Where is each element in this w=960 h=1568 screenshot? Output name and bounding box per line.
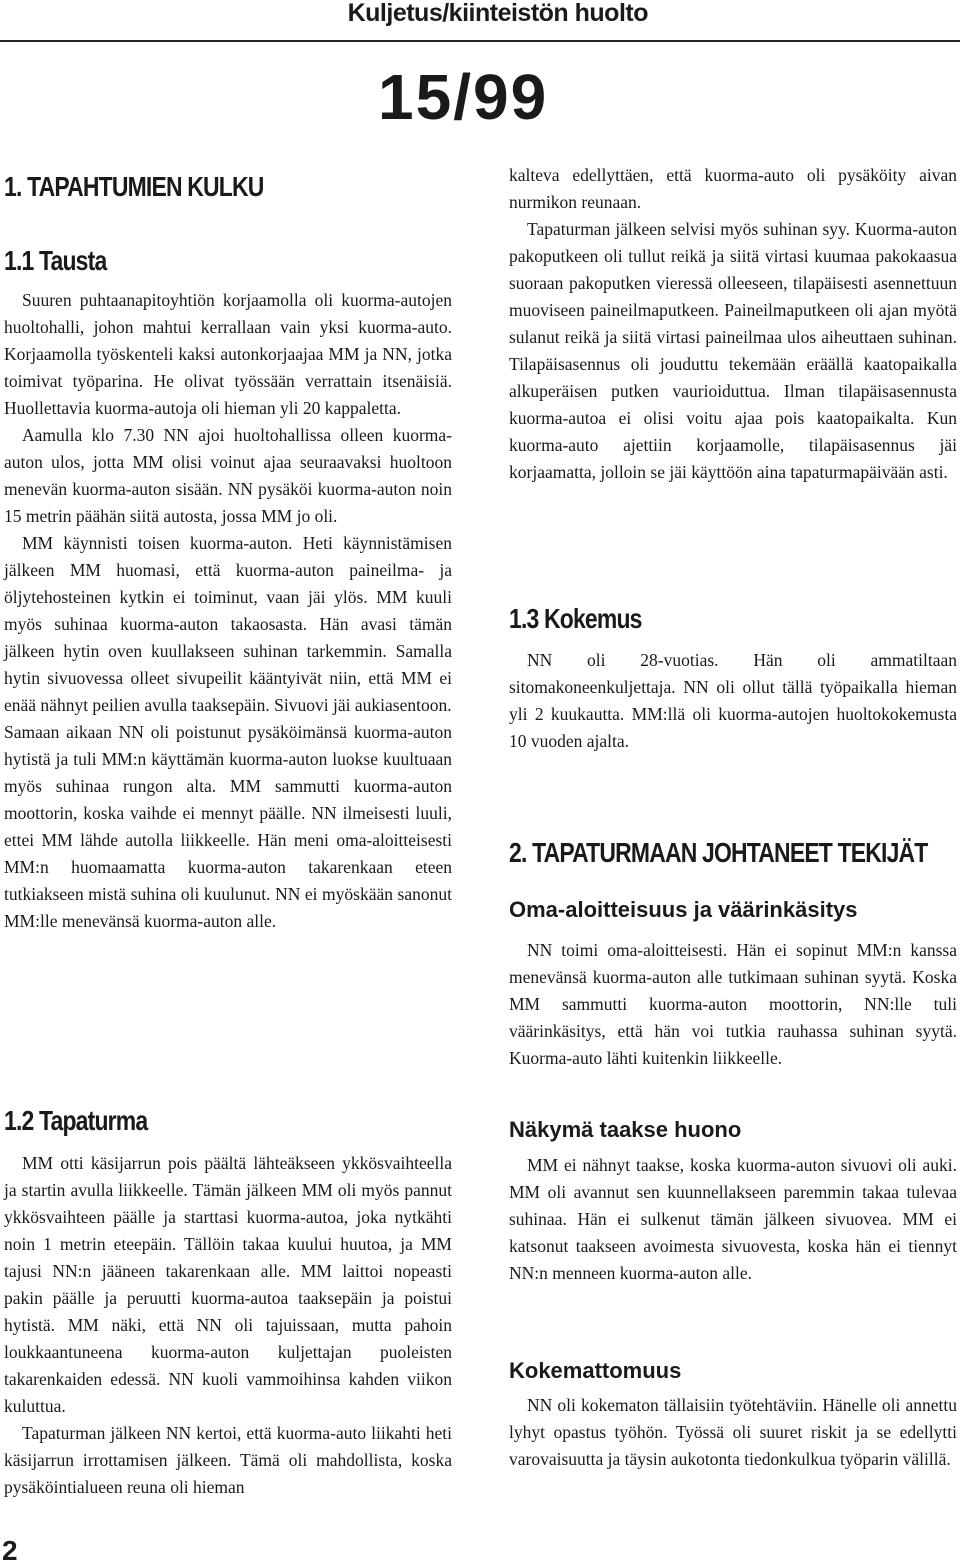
continuation-text (509, 162, 957, 486)
subheading-kokemattomuus: Kokemattomuus (509, 1358, 682, 1383)
tapaturma-text (4, 1150, 452, 1501)
oma-aloitteisuus-paragraph: NN toimi oma-aloitteisesti. Hän ei sopinut MM:n kanssa menevänsä kuorma-auton alle tutkimaan suhinan syytä. Koska MM sammutti kuorma-auton moottorin, NN:lle tuli väärinkäsitys, että hän voi tutkia rauhassa suhinan syytä. Kuorma-auto lähti kuitenkin liikkeelle. (509, 940, 957, 1068)
heading-tapaturma: 1.2 Tapaturma (4, 1105, 148, 1136)
subheading-nakyma-taakse: Näkymä taakse huono (509, 1117, 742, 1142)
tausta-paragraph: Suuren puhtaanapitoyhtiön korjaamolla oli kuorma-autojen huoltohalli, johon mahtui kerrallaan vain yksi kuorma-auto. Korjaamolla työskenteli kaksi autonkorjaajaa MM ja NN, jotka toimivat työparina. He olivat työssään verrattain itsenäisiä. Huollettavia kuorma-autoja oli hieman yli 20 kappaletta. (4, 290, 452, 418)
nakyma-taakse-text (509, 1152, 957, 1287)
tapaturma-paragraph: Tapaturman jälkeen NN kertoi, että kuorma-auto liikahti heti käsijarrun irrottamisen jälkeen. Tämä oli mahdollista, koska pysäköintialueen reuna oli hieman (4, 1423, 452, 1497)
continuation-paragraph: Tapaturman jälkeen selvisi myös suhinan syy. Kuorma-auton pakoputkeen oli tullut reikä ja siitä virtasi kuumaa pakokaasua suoraan pakoputken vieressä olleeseen, tilapäisesti asennettuun muoviseen paineilmaputkeen. Paineilmaputkeen oli ajan myötä sulanut reikä ja siitä virtasi paineilmaa ulos aiheuttaen suhinan. Tilapäisasennus oli jouduttu tekemään eräällä kaatopaikalla alkuperäisen putken vaurioiduttua. Ilman tilapäisasennusta kuorma-autoa ei olisi voitu ajaa pois kaatopaikalta. Kun kuorma-auto ajettiin korjaamolle, tilapäisasennus jäi korjaamatta, jolloin se jäi käyttöön aina tapaturmapäivään asti. (509, 219, 957, 482)
heading-tapahtumien-kulku: 1. TAPAHTUMIEN KULKU (4, 171, 264, 202)
page-number: 2 (2, 1535, 18, 1566)
header-rule (0, 40, 960, 42)
tausta-text (4, 287, 452, 935)
tausta-paragraph: Samaan aikaan NN oli poistunut pysäköimänsä kuorma-auton hytistä ja tuli MM:n käyttämän kuorma-auton luokse kuultuaan myös suhinaa rungon alta. MM sammutti kuorma-auton moottorin, koska vaihde ei mennyt päälle. NN ilmeisesti luuli, ettei MM lähde autolla liikkeelle. Hän meni oma-aloitteisesti MM:n huomaamatta kuorma-auton takarenkaan eteen tutkiakseen mistä suhina oli kuulunut. NN ei myöskään sanonut MM:lle menevänsä kuorma-auton alle. (4, 722, 452, 931)
section-title: Kuljetus/kiinteistön huolto (347, 0, 648, 27)
kokemus-text (509, 647, 957, 755)
kokemus-paragraph: NN oli 28-vuotias. Hän oli ammatiltaan sitomakoneenkuljettaja. NN oli ollut tällä työpaikalla hieman yli 2 kuukautta. MM:llä oli kuorma-autojen huoltokokemusta 10 vuoden ajalta. (509, 650, 957, 751)
tausta-paragraph: Aamulla klo 7.30 NN ajoi huoltohallissa olleen kuorma-auton ulos, jotta MM olisi voinut ajaa seuraavaksi huoltoon menevän kuorma-auton sisään. NN pysäköi kuorma-auton noin 15 metrin päähän siitä autosta, jossa MM jo oli. (4, 425, 452, 526)
heading-kokemus: 1.3 Kokemus (509, 603, 642, 634)
kokemattomuus-text (509, 1392, 957, 1473)
tapaturma-paragraph: MM otti käsijarrun pois päältä lähteäkseen ykkösvaihteella ja startin avulla liikkeelle. Tämän jälkeen MM oli myös pannut ykkösvaihteen päälle ja starttasi kuorma-autoa, joka nytkähti noin 1 metrin eteepäin. Tällöin takaa kuului huutoa, ja MM tajusi NN:n jääneen takarenkaan alle. MM laittoi nopeasti pakin päälle ja peruutti kuorma-autoa taaksepäin ja poistui hytistä. MM näki, että NN oli tajuissaan, mutta pahoin loukkaantuneena kuorma-auton kuljettajan puoleisten takarenkaiden edessä. NN kuoli vammoihinsa kahden viikon kuluttua. (4, 1153, 452, 1416)
subheading-oma-aloitteisuus: Oma-aloitteisuus ja väärinkäsitys (509, 897, 858, 922)
tausta-paragraph: MM käynnisti toisen kuorma-auton. Heti käynnistämisen jälkeen MM huomasi, että kuorma-auton paineilma- ja öljytehosteinen kytkin ei toiminut, vaan jäi ylös. MM kuuli myös suhinaa kuorma-auton takaosasta. Hän avasi tämän jälkeen hytin oven kuullakseen suhinan tarkemmin. Samalla hytin sivuovessa olleet sivupeilit kääntyivät niin, että MM ei enää nähnyt peilien avulla taaksepäin. Sivuovi jäi aukiasentoon. (4, 533, 452, 715)
issue-number: 15/99 (378, 61, 549, 133)
nakyma-taakse-paragraph: MM ei nähnyt taakse, koska kuorma-auton sivuovi oli auki. MM oli avannut sen kuunnellakseen paremmin takaa tulevaa suhinaa. Hän ei sulkenut tämän jälkeen sivuovea. MM ei katsonut taakseen avoimesta sivuovesta, koska hän ei tiennyt NN:n menneen kuorma-auton alle. (509, 1155, 957, 1283)
heading-tapaturmaan-johtaneet-tekijat: 2. TAPATURMAAN JOHTANEET TEKIJÄT (509, 837, 928, 868)
continuation-paragraph: kalteva edellyttäen, että kuorma-auto oli pysäköity aivan nurmikon reunaan. (509, 165, 957, 212)
oma-aloitteisuus-text (509, 937, 957, 1072)
heading-tausta: 1.1 Tausta (4, 245, 107, 276)
kokemattomuus-paragraph: NN oli kokematon tällaisiin työtehtäviin. Hänelle oli annettu lyhyt opastus työhön. Työssä oli suuret riskit ja se edellytti varovaisuutta ja täysin aukotonta tiedonkulkua työparin välillä. (509, 1395, 957, 1469)
